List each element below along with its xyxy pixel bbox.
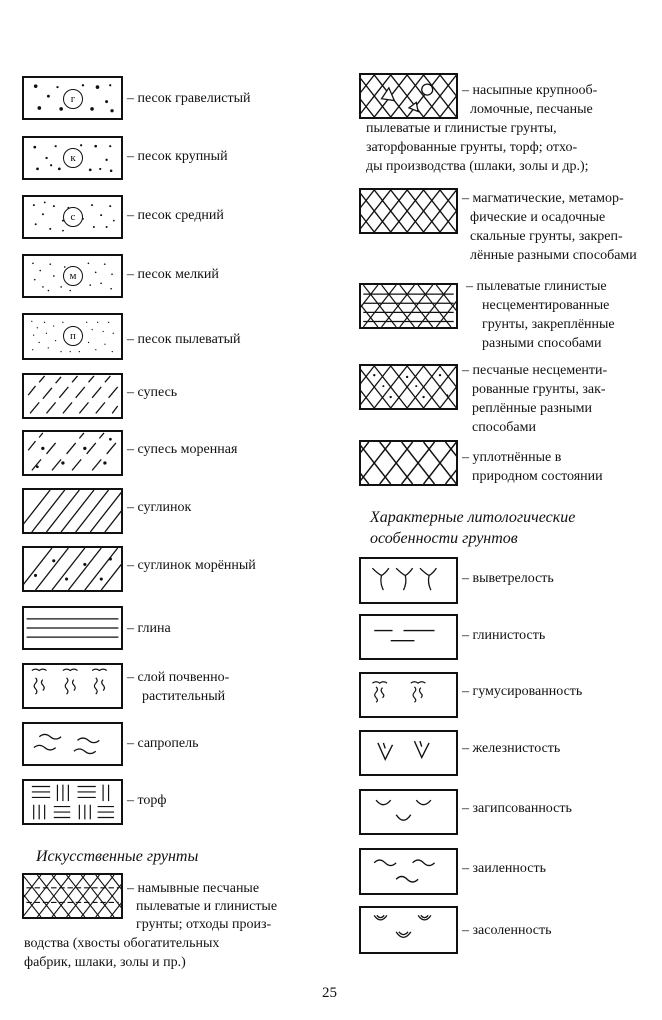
label-moraine-sandy-loam: – супесь моренная [127, 442, 238, 457]
letter-mark: с [63, 207, 83, 227]
letter-mark: к [63, 148, 83, 168]
swatch-loam [22, 488, 123, 534]
label-fixed-clay-2: несцементированные [482, 298, 610, 313]
label-rock-1: – магматические, метамор- [462, 191, 624, 206]
swatch-rock [359, 188, 458, 234]
label-alluvial-fill-5: фабрик, шлаки, золы и пр.) [24, 955, 186, 970]
section-title-artificial: Искусственные грунты [36, 848, 199, 865]
label-clay: – глина [127, 621, 171, 636]
label-clayeyness: – глинистость [462, 628, 546, 643]
label-fixed-sand-1: – песчаные несцементи- [462, 363, 608, 378]
label-alluvial-fill-4: водства (хвосты обогатительных [24, 936, 220, 951]
section-title-features-1: Характерные литологические [370, 509, 576, 526]
label-soil-vegetation-layer-2: растительный [142, 689, 226, 704]
swatch-gypsum [359, 789, 458, 835]
label-alluvial-fill-3: грунты; отходы произ- [136, 917, 272, 932]
swatch-sandy-loam [22, 373, 123, 419]
label-weathering: – выветрелость [462, 571, 554, 586]
swatch-fixed-clay [359, 283, 458, 329]
label-peat: – торф [127, 793, 167, 808]
label-fixed-clay-3: грунты, закреплённые [482, 317, 615, 332]
label-humus: – гумусированность [462, 684, 583, 699]
label-alluvial-fill-1: – намывные песчаные [127, 881, 260, 896]
label-alluvial-fill-2: пылеватые и глинистые [136, 899, 278, 914]
swatch-clayeyness [359, 614, 458, 660]
letter-mark: п [63, 326, 83, 346]
label-coarse-sand: – песок крупный [127, 149, 228, 164]
swatch-bulk-fill [359, 73, 458, 119]
section-title-features-2: особенности грунтов [370, 530, 518, 547]
label-fixed-sand-3: реплённые разными [472, 401, 593, 416]
label-siltation: – заиленность [462, 861, 546, 876]
swatch-weathering [359, 557, 458, 604]
swatch-moraine-loam [22, 546, 123, 592]
label-rock-3: скальные грунты, закреп- [470, 229, 623, 244]
label-moraine-loam: – суглинок морённый [127, 558, 256, 573]
label-ferruginous: – железнистость [462, 741, 561, 756]
swatch-ferruginous [359, 730, 458, 776]
label-fine-sand: – песок мелкий [127, 267, 219, 282]
swatch-soil-vegetation-layer [22, 663, 123, 709]
swatch-moraine-sandy-loam [22, 430, 123, 476]
swatch-alluvial-fill [22, 873, 123, 919]
swatch-humus [359, 672, 458, 718]
label-bulk-fill-4: заторфованные грунты, торф; отхо- [366, 140, 578, 155]
label-fixed-sand-4: способами [472, 420, 536, 435]
label-fixed-clay-1: – пылеватые глинистые [466, 279, 607, 294]
label-gravel-sand: – песок гравелистый [127, 91, 251, 106]
label-loam: – суглинок [127, 500, 192, 515]
label-fixed-clay-4: разными способами [482, 336, 602, 351]
swatch-siltation [359, 848, 458, 895]
label-fixed-sand-2: рованные грунты, зак- [472, 382, 606, 397]
label-sandy-loam: – супесь [127, 385, 178, 400]
label-silty-sand: – песок пылеватый [127, 332, 241, 347]
label-sapropel: – сапропель [127, 736, 199, 751]
label-soil-vegetation-layer: – слой почвенно- [127, 670, 230, 685]
label-bulk-fill-1: – насыпные крупнооб- [462, 83, 598, 98]
swatch-salinity [359, 906, 458, 954]
swatch-fixed-sand [359, 364, 458, 410]
label-bulk-fill-2: ломочные, песчаные [470, 102, 593, 117]
swatch-peat [22, 779, 123, 825]
label-bulk-fill-5: ды производства (шлаки, золы и др.); [366, 159, 589, 174]
label-rock-2: фические и осадочные [470, 210, 606, 225]
swatch-clay [22, 606, 123, 650]
label-gypsum: – загипсованность [462, 801, 572, 816]
page-number: 25 [322, 985, 337, 1001]
label-salinity: – засоленность [462, 923, 552, 938]
swatch-compacted [359, 440, 458, 486]
label-compacted-2: природном состоянии [472, 469, 603, 484]
letter-mark: м [63, 266, 83, 286]
swatch-sapropel [22, 722, 123, 766]
label-medium-sand: – песок средний [127, 208, 224, 223]
label-compacted-1: – уплотнённые в [462, 450, 562, 465]
label-rock-4: лённые разными способами [470, 248, 637, 263]
label-bulk-fill-3: пылеватые и глинистые грунты, [366, 121, 557, 136]
letter-mark: г [63, 89, 83, 109]
